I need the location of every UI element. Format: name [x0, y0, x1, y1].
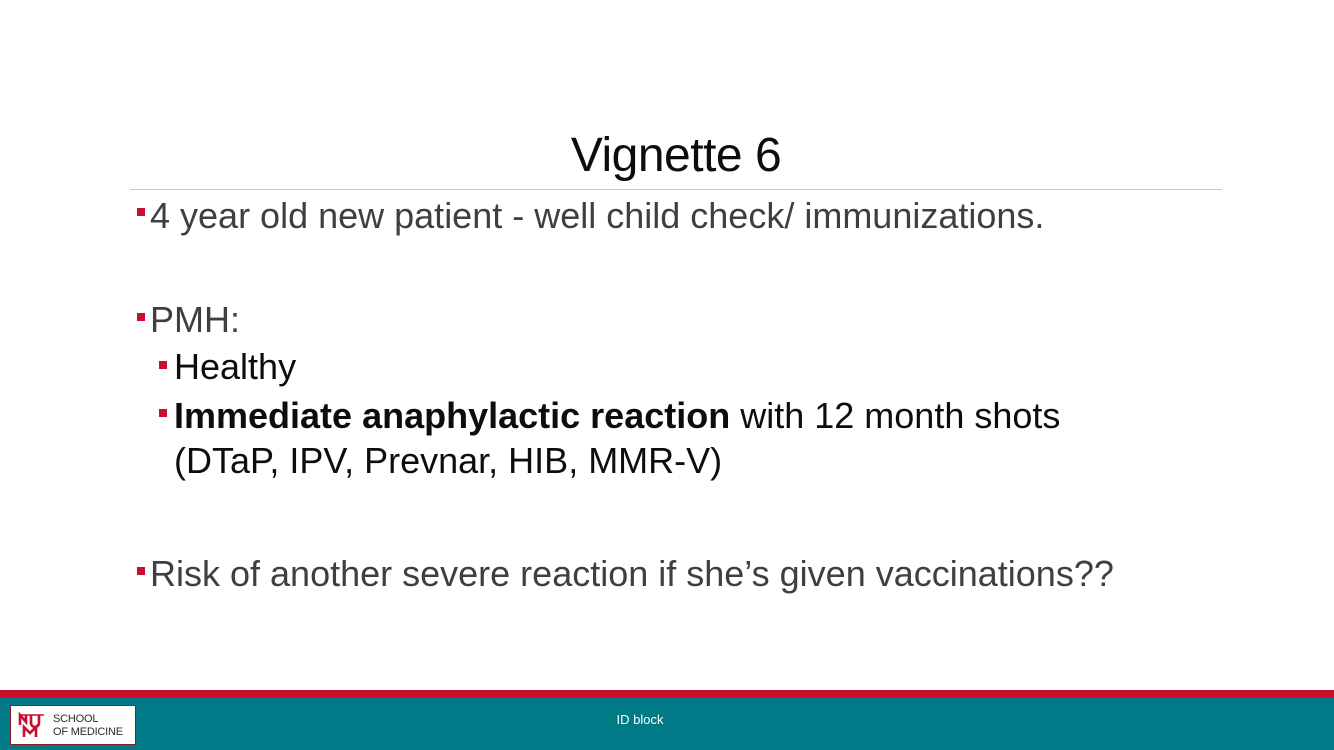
school-logo — [10, 705, 136, 745]
slide-title: Vignette 6 — [570, 129, 782, 182]
sub-bullet-bold-text: Immediate anaphylactic reaction — [174, 395, 731, 436]
logo-line-2: OF MEDICINE — [53, 726, 123, 738]
sub-bullet-marker — [159, 361, 167, 369]
title-divider — [130, 189, 1222, 190]
logo-text — [53, 713, 123, 739]
logo-line-1: SCHOOL — [53, 713, 99, 725]
sub-bullet-text-vaccine-list: (DTaP, IPV, Prevnar, HIB, MMR-V) — [174, 440, 723, 481]
unm-logo-icon — [18, 711, 46, 739]
bullet-marker — [137, 208, 145, 216]
sub-bullet-rest-text: with 12 month shots — [730, 395, 1061, 436]
bullet-marker — [137, 567, 145, 575]
sub-bullet-text-anaphylaxis — [174, 396, 1060, 436]
bullet-marker — [137, 313, 145, 321]
sub-bullet-marker — [159, 409, 167, 417]
id-block-label: ID block — [616, 712, 664, 727]
sub-bullet-text-healthy: Healthy — [174, 346, 297, 387]
footer-stripe — [0, 690, 1334, 698]
bullet-text-1: 4 year old new patient - well child check/ immunizations. — [150, 195, 1045, 236]
bullet-text-3: Risk of another severe reaction if she’s given vaccinations?? — [150, 553, 1114, 594]
bullet-text-2: PMH: — [150, 299, 240, 340]
